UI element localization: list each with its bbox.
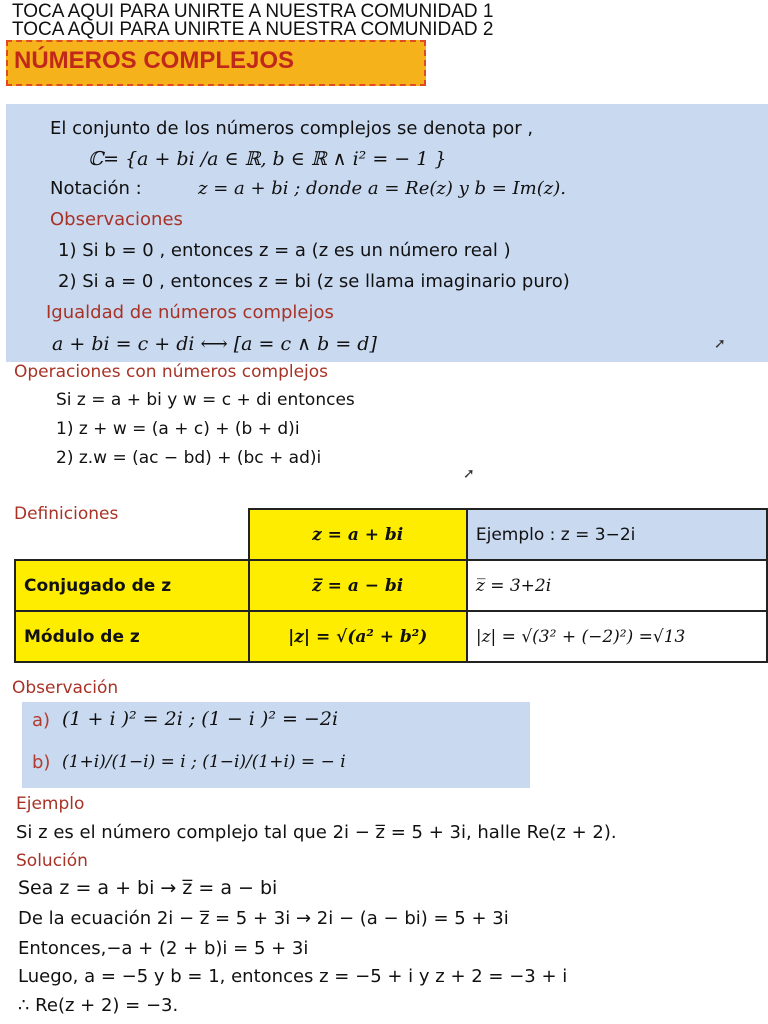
mouse-cursor-icon: ➚ xyxy=(714,336,726,352)
definiciones-heading: Definiciones xyxy=(14,504,119,524)
obs-b-expression: (1+i)/(1−i) = i ; (1−i)/(1+i) = − i xyxy=(62,752,346,772)
ejemplo-statement: Si z es el número complejo tal que 2i − z̅ = 5 + 3i, halle Re(z + 2). xyxy=(16,822,617,843)
table-corner xyxy=(15,509,249,560)
mouse-cursor-icon: ➚ xyxy=(463,466,475,482)
row-example-conjugado: z̅ = 3+2i xyxy=(467,560,767,611)
observacion-heading: Observación xyxy=(12,678,119,698)
operation-sum: 1) z + w = (a + c) + (b + d)i xyxy=(56,419,300,439)
solution-step-3: Entonces,−a + (2 + b)i = 5 + 3i xyxy=(18,938,309,959)
notation-label: Notación : xyxy=(50,178,142,199)
igualdad-expression: a + bi = c + di ⟷ [a = c ∧ b = d] xyxy=(52,333,377,355)
table-row xyxy=(15,611,767,662)
solution-step-1: Sea z = a + bi → z̅ = a − bi xyxy=(18,877,278,899)
solution-step-4: Luego, a = −5 y b = 1, entonces z = −5 + i y z + 2 = −3 + i xyxy=(18,966,568,987)
row-formula-conjugado: z̅ = a − bi xyxy=(249,560,467,611)
obs-a-expression: (1 + i )² = 2i ; (1 − i )² = −2i xyxy=(62,708,339,730)
page-title: NÚMEROS COMPLEJOS xyxy=(14,47,295,74)
table-row xyxy=(15,560,767,611)
header-example: Ejemplo : z = 3−2i xyxy=(467,509,767,560)
row-label-conjugado: Conjugado de z xyxy=(15,560,249,611)
obs-b-label: b) xyxy=(32,752,51,773)
operation-product: 2) z.w = (ac − bd) + (bc + ad)i xyxy=(56,448,322,468)
notation-expression: z = a + bi ; donde a = Re(z) y b = Im(z). xyxy=(198,178,566,199)
row-example-modulo: |z| = √(3² + (−2)²) =√13 xyxy=(467,611,767,662)
observation-1: 1) Si b = 0 , entonces z = a (z es un número real ) xyxy=(58,240,511,261)
solucion-heading: Solución xyxy=(16,851,88,871)
igualdad-heading: Igualdad de números complejos xyxy=(46,302,334,323)
obs-a-label: a) xyxy=(32,710,51,731)
operaciones-intro: Si z = a + bi y w = c + di entonces xyxy=(56,390,355,410)
observaciones-heading: Observaciones xyxy=(50,209,183,230)
header-formula: z = a + bi xyxy=(249,509,467,560)
community-link-1[interactable]: TOCA AQUI PARA UNIRTE A NUESTRA COMUNIDAD 1 xyxy=(12,1,494,22)
intro-line: El conjunto de los números complejos se denota por , xyxy=(50,118,534,139)
solution-step-2: De la ecuación 2i − z̅ = 5 + 3i → 2i − (a − bi) = 5 + 3i xyxy=(18,908,509,929)
definitions-table xyxy=(14,508,768,663)
row-formula-modulo: |z| = √(a² + b²) xyxy=(249,611,467,662)
operaciones-heading: Operaciones con números complejos xyxy=(14,362,329,382)
intro-panel xyxy=(6,104,768,362)
community-link-2[interactable]: TOCA AQUI PARA UNIRTE A NUESTRA COMUNIDAD 2 xyxy=(12,19,494,40)
ejemplo-heading: Ejemplo xyxy=(16,794,85,814)
row-label-modulo: Módulo de z xyxy=(15,611,249,662)
solution-step-5: ∴ Re(z + 2) = −3. xyxy=(18,995,179,1016)
set-definition: ℂ= {a + bi /a ∈ ℝ, b ∈ ℝ ∧ i² = − 1 } xyxy=(88,148,447,170)
observation-2: 2) Si a = 0 , entonces z = bi (z se llama imaginario puro) xyxy=(58,271,570,292)
